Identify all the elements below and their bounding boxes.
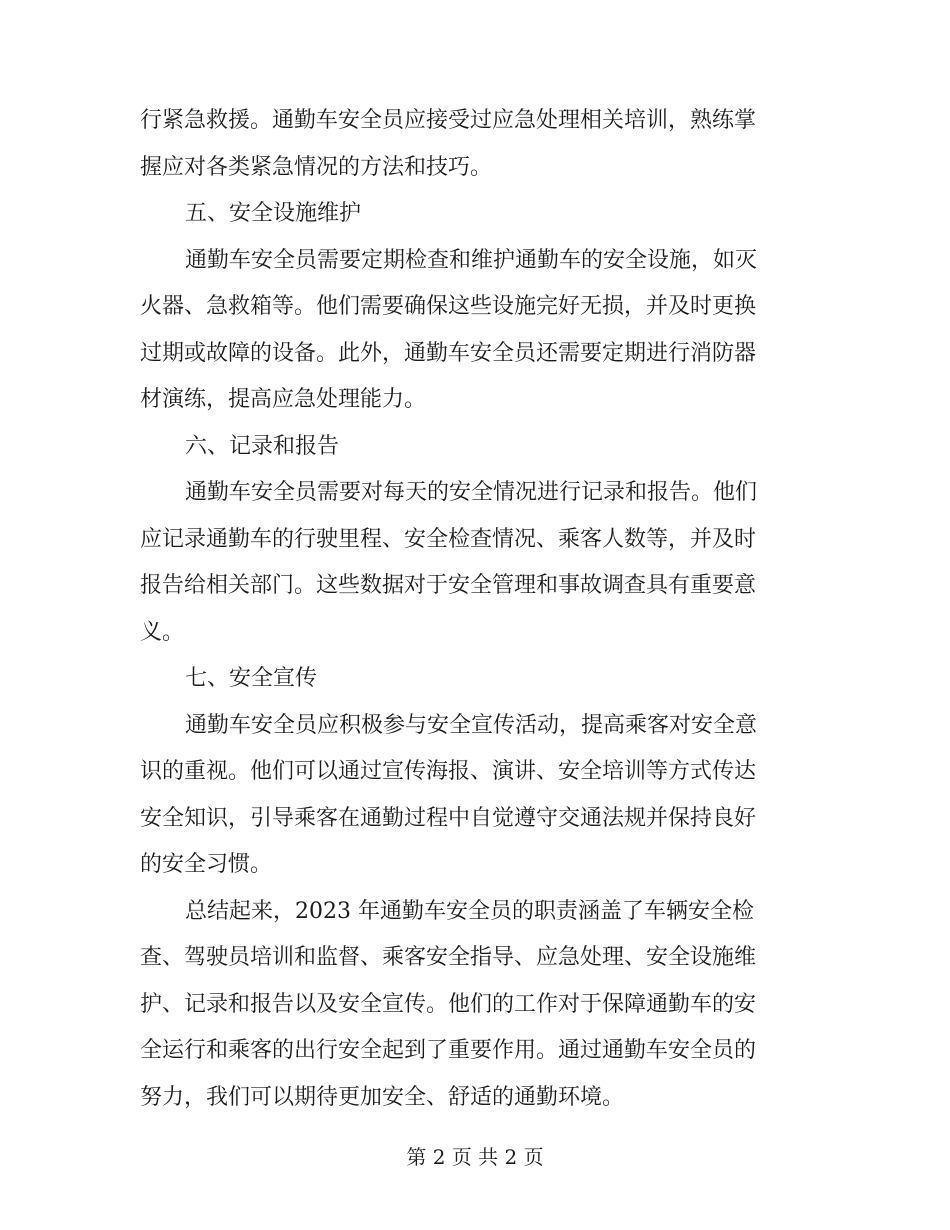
section-heading: 五、安全设施维护 <box>185 201 362 226</box>
text-line: 材演练，提高应急处理能力。 <box>140 387 427 412</box>
text-line: 识的重视。他们可以通过宣传海报、演讲、安全培训等方式传达 <box>140 759 757 784</box>
document-body <box>140 98 800 1121</box>
text-line: 查、驾驶员培训和监督、乘客安全指导、应急处理、安全设施维 <box>140 945 757 970</box>
text-line: 安全知识，引导乘客在通勤过程中自觉遵守交通法规并保持良好 <box>140 805 757 831</box>
text-line: 护、记录和报告以及安全宣传。他们的工作对于保障通勤车的安 <box>140 991 757 1017</box>
text-line: 行紧急救援。通勤车安全员应接受过应急处理相关培训，熟练掌 <box>140 108 757 133</box>
text-line: 过期或故障的设备。此外，通勤车安全员还需要定期进行消防器 <box>140 340 757 366</box>
text-line: 的安全习惯。 <box>140 852 273 877</box>
page-number-footer: 第 2 页 共 2 页 <box>406 1145 544 1169</box>
text-line: 通勤车安全员应积极参与安全宣传活动，提高乘客对安全意 <box>185 712 758 738</box>
text-line: 努力，我们可以期待更加安全、舒适的通勤环境。 <box>140 1084 625 1110</box>
text-line: 通勤车安全员需要定期检查和维护通勤车的安全设施，如灭 <box>185 247 758 273</box>
text-line: 火器、急救箱等。他们需要确保这些设施完好无损，并及时更换 <box>140 294 757 319</box>
text-line: 义。 <box>140 619 185 645</box>
text-line: 报告给相关部门。这些数据对于安全管理和事故调查具有重要意 <box>140 573 757 598</box>
text-line: 通勤车安全员需要对每天的安全情况进行记录和报告。他们 <box>185 480 758 505</box>
section-heading: 七、安全宣传 <box>185 666 318 691</box>
text-line: 总结起来，2023 年通勤车安全员的职责涵盖了车辆安全检 <box>185 898 754 924</box>
section-heading: 六、记录和报告 <box>185 433 340 459</box>
text-line: 握应对各类紧急情况的方法和技巧。 <box>140 154 493 180</box>
text-line: 全运行和乘客的出行安全起到了重要作用。通过通勤车安全员的 <box>140 1038 757 1063</box>
text-line: 应记录通勤车的行驶里程、安全检查情况、乘客人数等，并及时 <box>140 526 757 552</box>
